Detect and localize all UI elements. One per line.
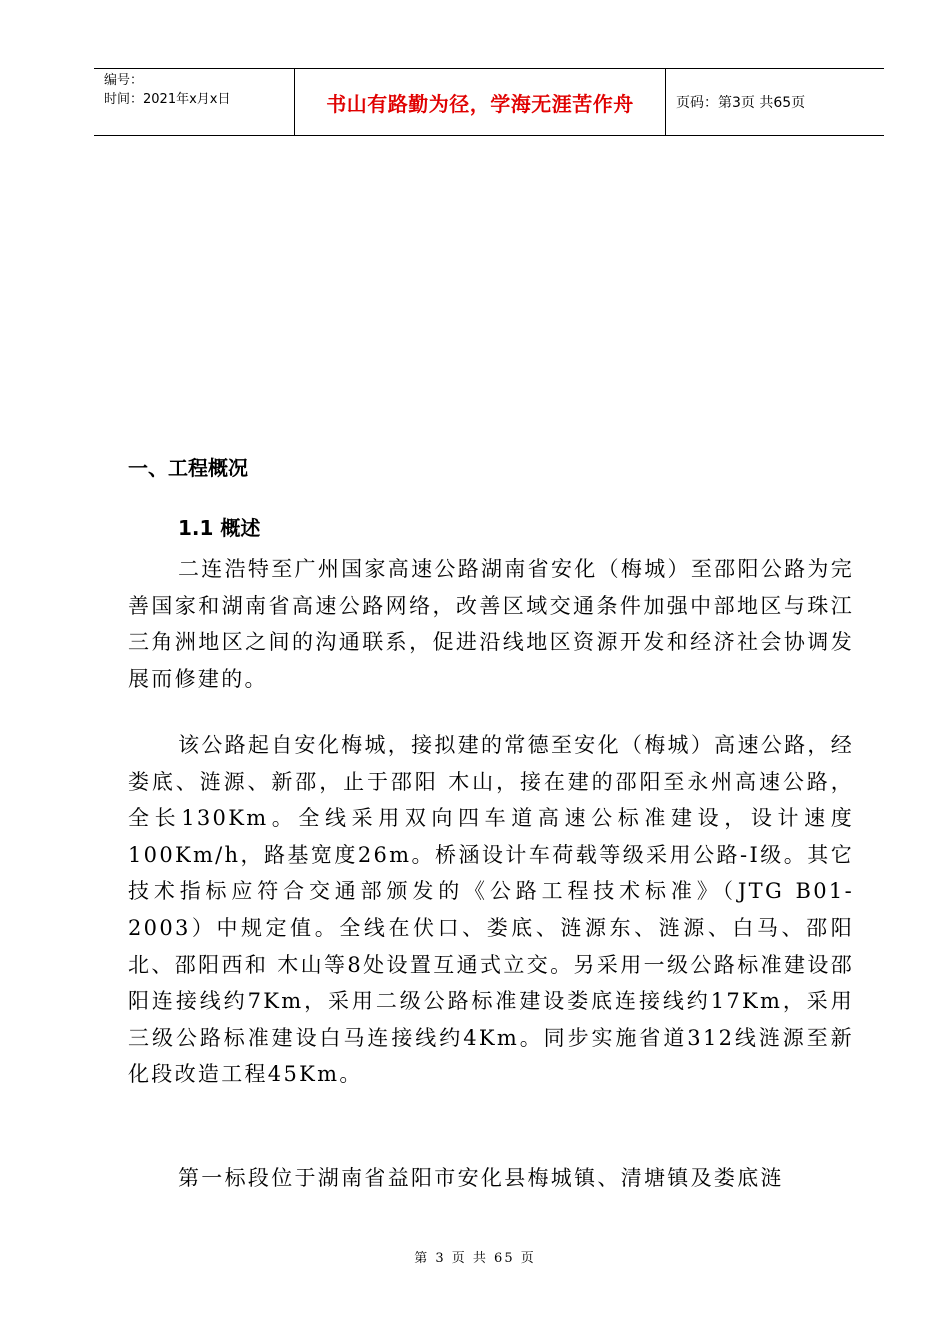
section-heading: 一、工程概况 xyxy=(128,456,248,480)
paragraph: 该公路起自安化梅城，接拟建的常德至安化（梅城）高速公路，经娄底、涟源、新邵，止于邵阳 木山，接在建的邵阳至永州高速公路，全长130Km。全线采用双向四车道高速公标准建设，设计速度100Km/h，路基宽度26m。桥涵设计车荷载等级采用公路-Ⅰ级。其它技术指标应符合交通部颁发的《公路工程技术标准》（JTG B01-2003）中规定值。全线在伏口、娄底、涟源东、涟源、白马、邵阳北、邵阳西和 木山等8处设置互通式立交。另采用一级公路标准建设邵阳连接线约7Km，采用二级公路标准建设娄底连接线约17Km，采用三级公路标准建设白马连接线约4Km。同步实施省道312线涟源至新化段改造工程45Km。 xyxy=(128,733,854,1087)
number-label: 编号： xyxy=(104,73,144,88)
paragraph-2-block xyxy=(128,727,854,1093)
page-footer: 第 3 页 共 65 页 xyxy=(414,1251,536,1266)
paragraph-3-block xyxy=(128,1160,854,1197)
paragraph-1-block xyxy=(128,551,854,697)
sub-heading: 1.1 概述 xyxy=(178,516,261,540)
header-page-info-cell xyxy=(666,69,884,135)
page-info: 页码：第3页 共65页 xyxy=(676,95,806,111)
paragraph: 二连浩特至广州国家高速公路湖南省安化（梅城）至邵阳公路为完善国家和湖南省高速公路网络，改善区域交通条件加强中部地区与珠江三角洲地区之间的沟通联系，促进沿线地区资源开发和经济社会协调发展而修建的。 xyxy=(128,557,854,691)
header-motto-cell xyxy=(295,69,666,135)
page-header xyxy=(94,68,884,136)
time-label: 时间：2021年x月x日 xyxy=(104,92,231,107)
motto-text: 书山有路勤为径，学海无涯苦作舟 xyxy=(326,91,634,116)
header-meta xyxy=(94,69,295,135)
paragraph: 第一标段位于湖南省益阳市安化县梅城镇、清塘镇及娄底涟 xyxy=(178,1166,784,1190)
